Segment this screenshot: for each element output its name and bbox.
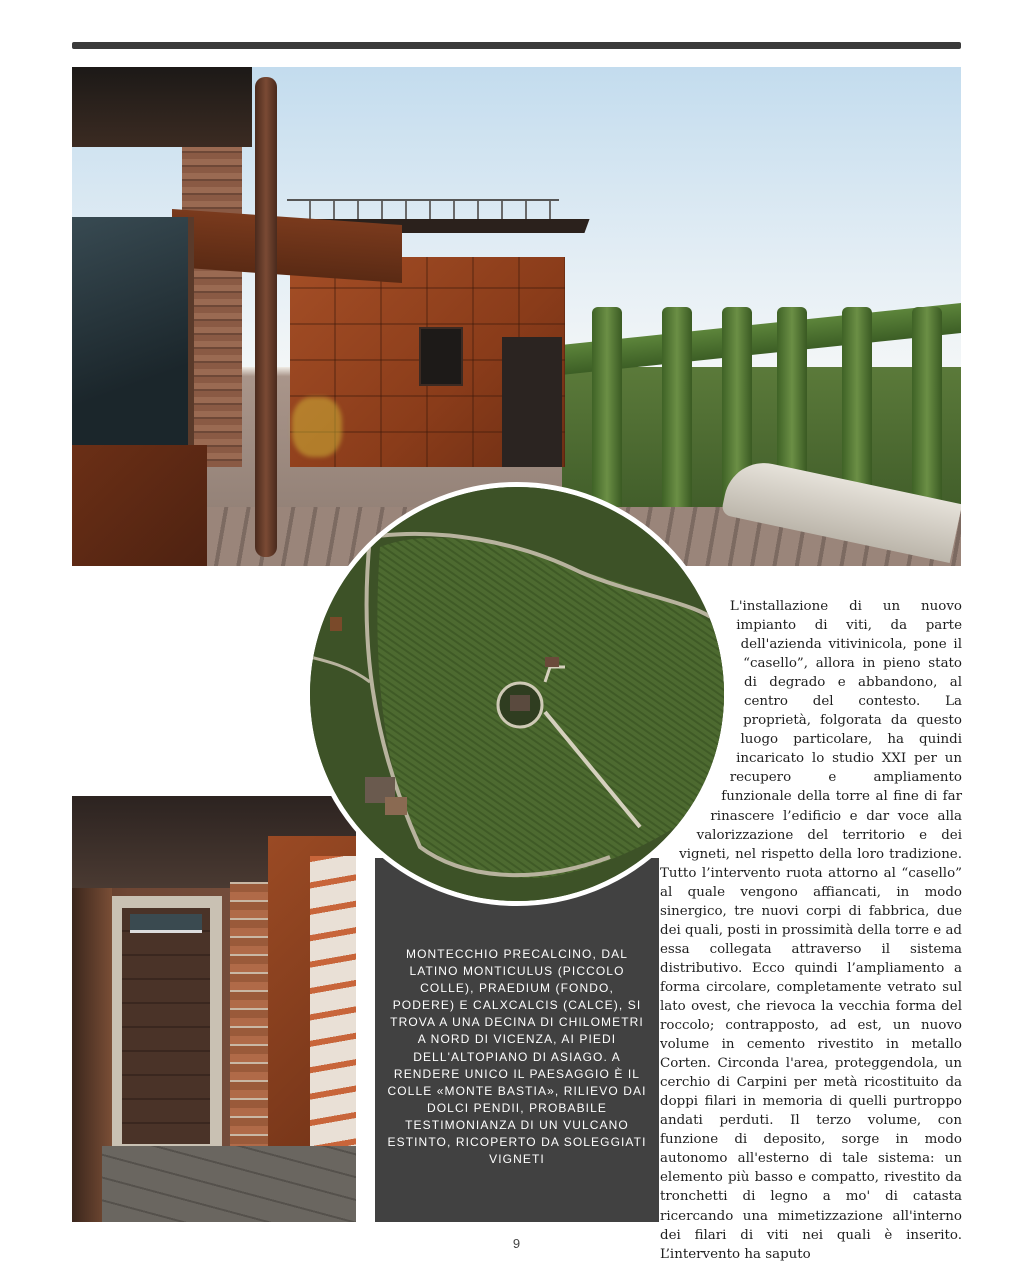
top-rule	[72, 42, 961, 49]
caption-text: MONTECCHIO PRECALCINO, DAL LATINO MONTICULUS (PICCOLO COLLE), PRAEDIUM (FONDO, PODERE) E CALXCALCIS (CALCE), SI TROVA A UNA DECINA DI CHILOMETRI A NORD DI VICENZA, AI PIEDI DELL'ALTOPIANO DI ASIAGO. A RENDERE UNICO IL PAESAGGIO È IL COLLE «MONTE BASTIA», RILIEVO DAI DOLCI PENDII, PROBABILE TESTIMONIANZA DI UN VULCANO ESTINTO, RICOPERTO DA SOLEGGIATI VIGNETI	[387, 947, 647, 1167]
article-body	[660, 597, 963, 1262]
page-number: 9	[512, 1236, 521, 1251]
article-paragraph: L'installazione di un nuovo impianto di viti, da parte dell'azienda vitivinicola, pone il “casello”, allora in pieno stato di degrado e abbandono, al centro del contesto. La proprietà, folgorata da questo luogo particolare, ha quindi incaricato lo studio XXI per un recupero e ampliamento funzionale della torre al fine di far rinascere l’edificio e dar voce alla valorizzazione del territorio e dei vigneti, nel rispetto della loro tradizione. Tutto l’intervento ruota attorno al “casello” al quale vengono affiancati, in modo sinergico, tre nuovi corpi di fabbrica, due dei quali, posti in prossimità della torre e ad essa collegata attraverso il sistema distributivo. Ecco quindi l’ampliamento a forma circolare, completamente vetrato sul lato ovest, che rievoca la vecchia forma del roccolo; contrapposto, ad est, un nuovo volume in cemento rivestito in metallo Corten. Circonda l'area, proteggendola, un cerchio di Carpini per metà ricostituito da doppi filari in memoria di quelli purtroppo andati perduti. Il terzo volume, con funzione di deposito, sorge in modo autonomo all'esterno di tale sistema: un elemento più basso e compatto, rivestito da tronchetti di legno a mo' di catasta ricercando una mimetizzazione all'interno dei filari di viti nei quali è inserito. L’intervento ha saputo	[660, 599, 963, 1262]
